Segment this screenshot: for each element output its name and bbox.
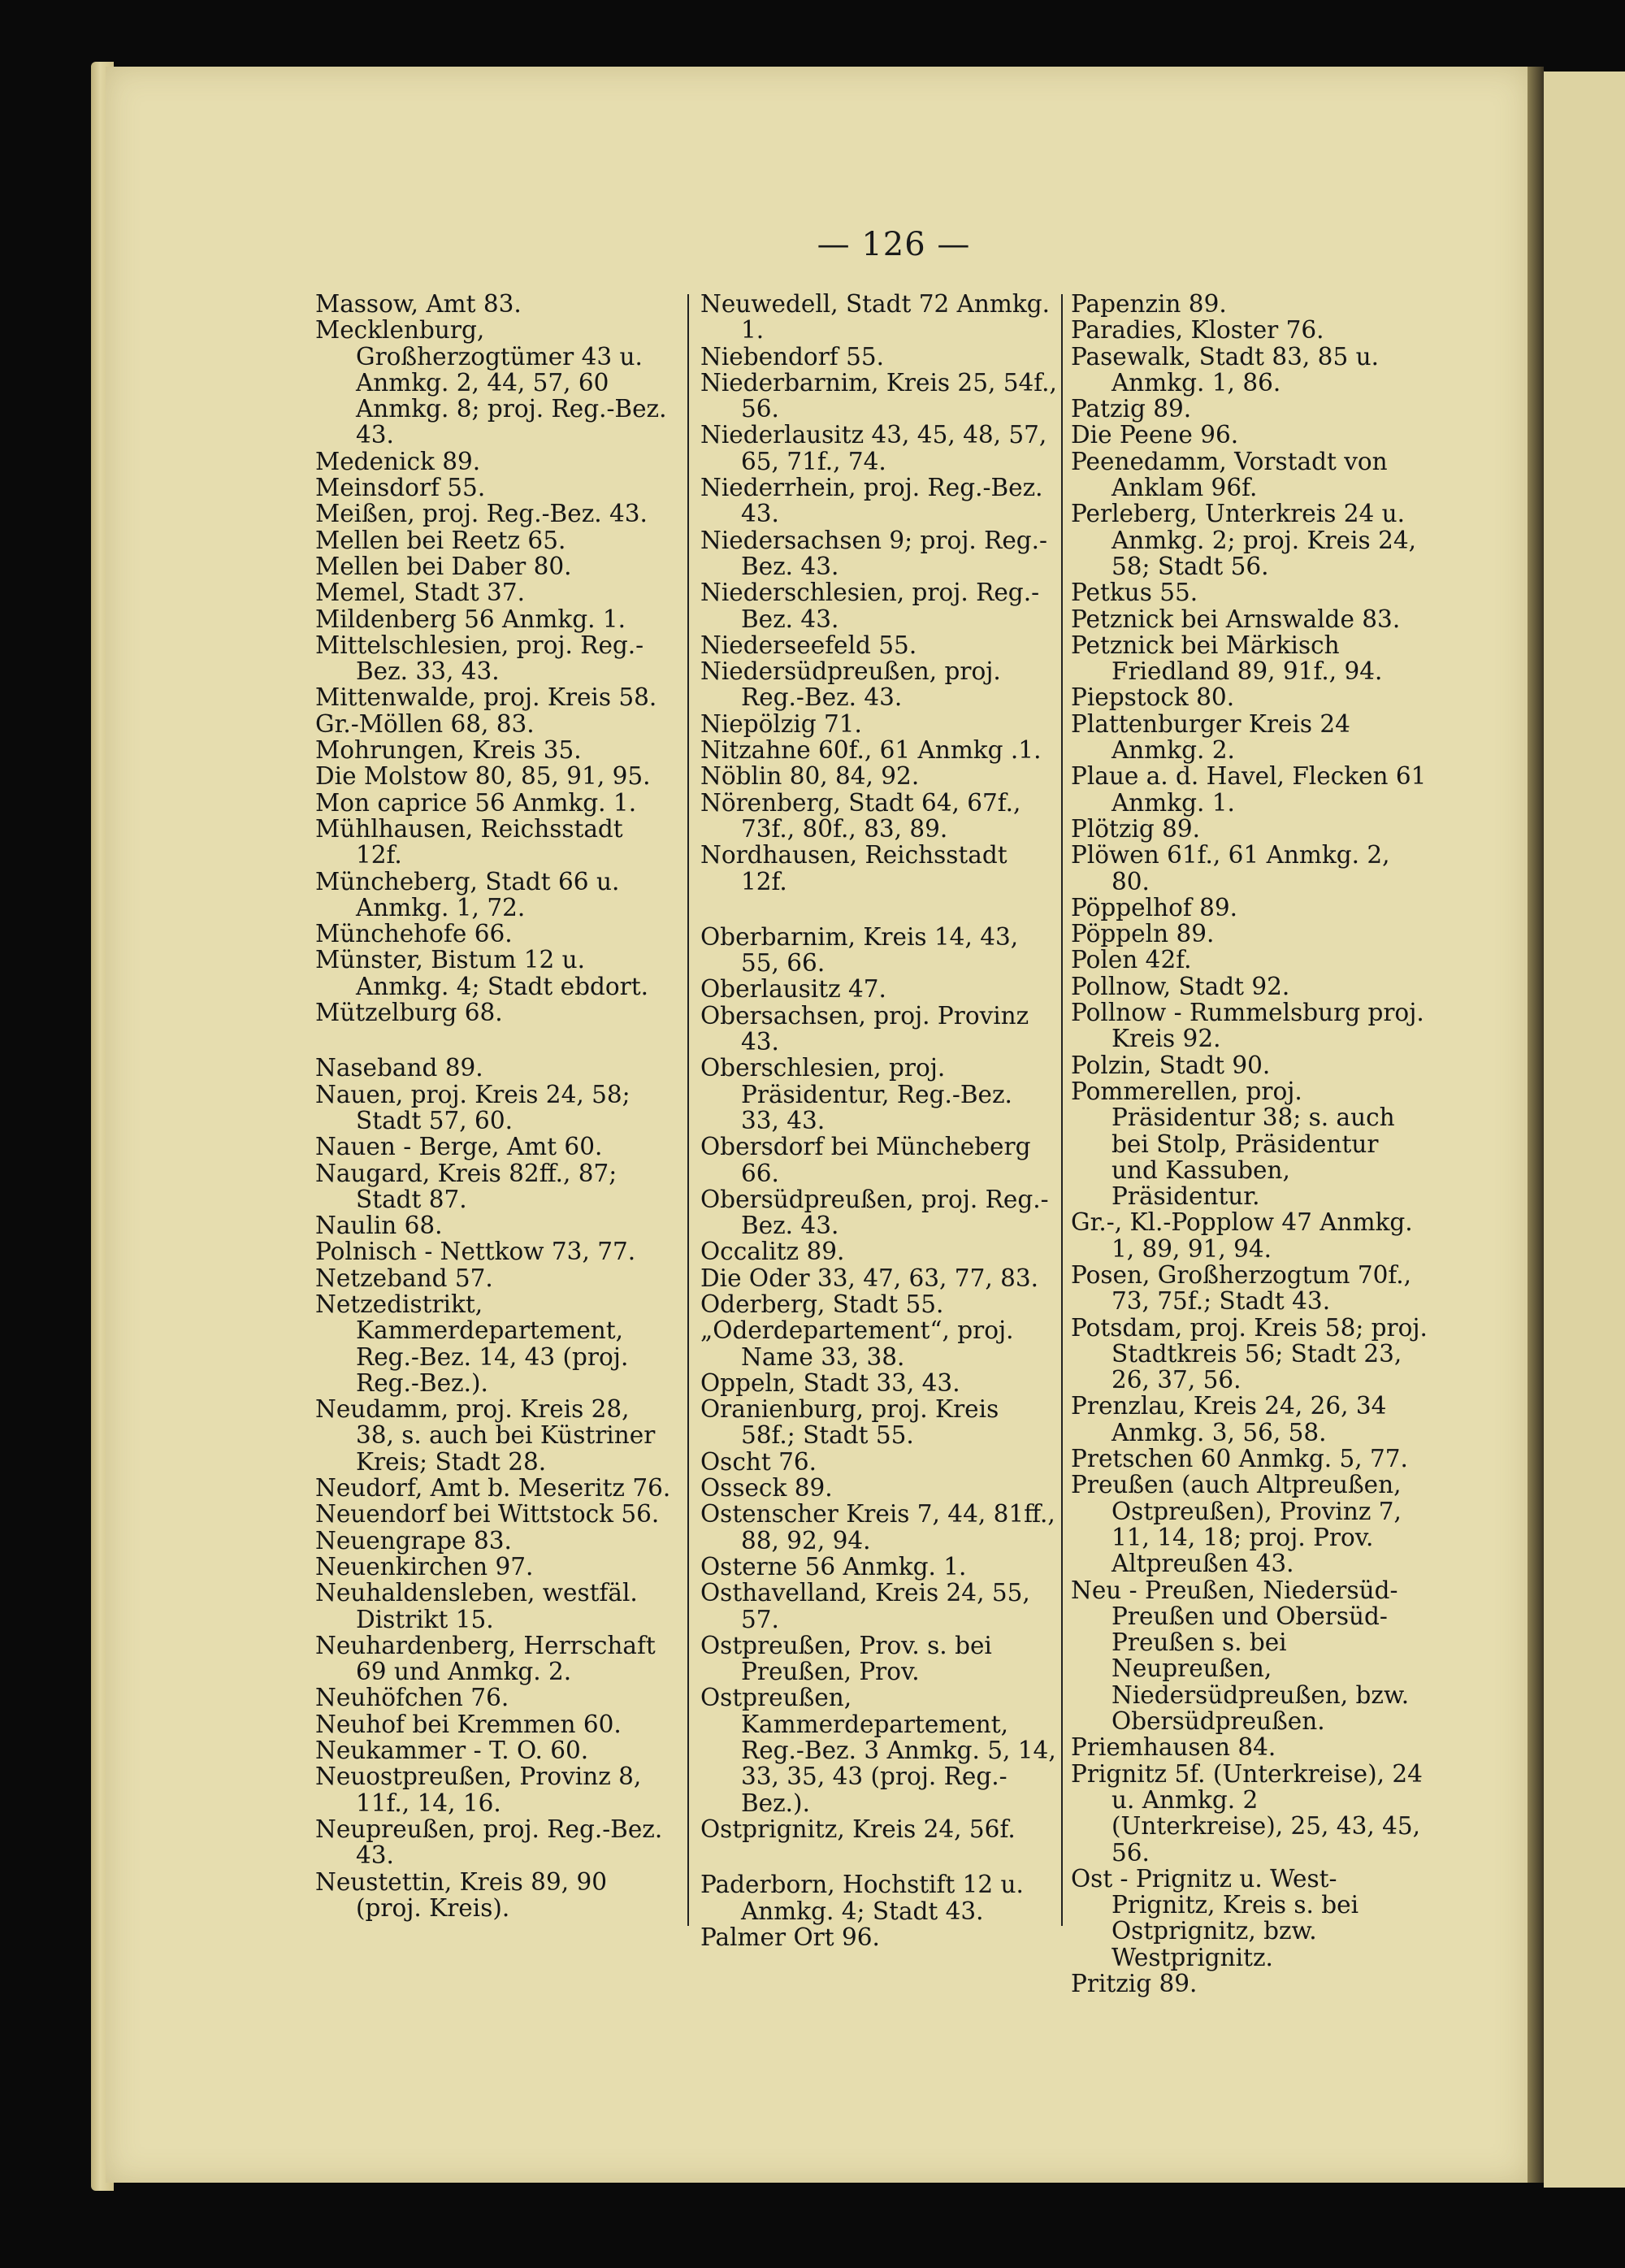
index-entry: Palmer Ort 96. <box>700 1923 880 1951</box>
index-entry: Niepölzig 71. <box>700 709 862 738</box>
index-entry: Oberlausitz 47. <box>700 975 886 1004</box>
index-entry: Naugard, Kreis 82ff., 87; Stadt 87. <box>315 1159 618 1213</box>
index-entry: Niedersüdpreußen, proj. Reg.-Bez. 43. <box>700 657 1001 712</box>
index-entry: Oranienburg, proj. Kreis 58f.; Stadt 55. <box>700 1395 999 1450</box>
index-entry: Pasewalk, Stadt 83, 85 u. Anmkg. 1, 86. <box>1071 342 1379 397</box>
index-entry: Potsdam, proj. Kreis 58; proj. Stadtkreis 56; Stadt 23, 26, 37, 56. <box>1071 1313 1428 1394</box>
index-entry: Die Oder 33, 47, 63, 77, 83. <box>700 1264 1039 1292</box>
index-entry: Priemhausen 84. <box>1071 1733 1276 1762</box>
index-entry: Obersüdpreußen, proj. Reg.-Bez. 43. <box>700 1185 1049 1240</box>
index-entry: Preußen (auch Altpreußen, Ostpreußen), Provinz 7, 11, 14, 18; proj. Prov. Altpreußen 43. <box>1071 1471 1402 1578</box>
index-entry: Gr.-, Kl.-Popplow 47 Anmkg. 1, 89, 91, 94. <box>1071 1208 1413 1263</box>
index-entry: Niederschlesien, proj. Reg.-Bez. 43. <box>700 579 1040 633</box>
index-entry: Neupreußen, proj. Reg.-Bez. 43. <box>315 1815 663 1870</box>
index-entry: Nauen, proj. Kreis 24, 58; Stadt 57, 60. <box>315 1080 630 1134</box>
index-entry: Pritzig 89. <box>1071 1970 1198 1997</box>
index-entry: Peenedamm, Vorstadt von Anklam 96f. <box>1071 447 1388 502</box>
column-divider <box>1061 294 1063 1926</box>
index-entry: Plöwen 61f., 61 Anmkg. 2, 80. <box>1071 841 1390 895</box>
index-entry: Prignitz 5f. (Unterkreise), 24 u. Anmkg. 2 (Unterkreise), 25, 43, 45, 56. <box>1071 1759 1423 1867</box>
index-entry: Meißen, proj. Reg.-Bez. 43. <box>315 500 648 528</box>
index-entry: Ostpreußen, Prov. s. bei Preußen, Prov. <box>700 1631 992 1686</box>
index-entry: „Oderdepartement“, proj. Name 33, 38. <box>700 1316 1014 1371</box>
index-column-1 <box>315 291 673 1921</box>
index-entry: Münchehofe 66. <box>315 920 513 948</box>
index-entry: Ostpreußen, Kammerdepartement, Reg.-Bez. 3 Anmkg. 5, 14, 33, 35, 43 (proj. Reg.-Bez.). <box>700 1684 1056 1817</box>
index-entry: Petznick bei Märkisch Friedland 89, 91f., 94. <box>1071 631 1383 686</box>
index-entry: Oscht 76. <box>700 1447 817 1476</box>
index-entry: Neuhaldensleben, westfäl. Distrikt 15. <box>315 1579 638 1633</box>
index-entry: Mellen bei Reetz 65. <box>315 526 566 554</box>
index-entry: Mühlhausen, Reichsstadt 12f. <box>315 814 623 869</box>
index-entry: Mohrungen, Kreis 35. <box>315 736 582 765</box>
index-entry: Oberschlesien, proj. Präsidentur, Reg.-Bez. 33, 43. <box>700 1054 1012 1134</box>
page-number: — 126 — <box>817 226 971 263</box>
facing-page-edge <box>1544 72 1625 2188</box>
index-entry: Polzin, Stadt 90. <box>1071 1051 1271 1079</box>
index-entry: Münster, Bistum 12 u. Anmkg. 4; Stadt ebdort. <box>315 946 648 1000</box>
index-entry: Nauen - Berge, Amt 60. <box>315 1133 603 1161</box>
index-entry: Die Peene 96. <box>1071 421 1239 449</box>
index-entry: Naulin 68. <box>315 1212 443 1240</box>
index-entry: Paderborn, Hochstift 12 u. Anmkg. 4; Stadt 43. <box>700 1871 1024 1925</box>
index-entry: Nöblin 80, 84, 92. <box>700 762 920 791</box>
index-entry: Niederbarnim, Kreis 25, 54f., 56. <box>700 368 1057 423</box>
index-entry: Nordhausen, Reichsstadt 12f. <box>700 841 1008 895</box>
index-entry: Neuendorf bei Wittstock 56. <box>315 1500 660 1529</box>
index-entry: Niederrhein, proj. Reg.-Bez. 43. <box>700 474 1043 528</box>
index-entry: Nitzahne 60f., 61 Anmkg .1. <box>700 736 1042 765</box>
index-entry: Massow, Amt 83. <box>315 290 522 318</box>
book-gutter <box>1528 67 1544 2183</box>
index-entry: Gr.-Möllen 68, 83. <box>315 709 535 738</box>
index-entry: Neuostpreußen, Provinz 8, 11f., 14, 16. <box>315 1763 642 1817</box>
index-entry: Neuenkirchen 97. <box>315 1552 534 1581</box>
index-entry: Mützelburg 68. <box>315 999 503 1027</box>
index-entry: Plaue a. d. Havel, Flecken 61 Anmkg. 1. <box>1071 762 1427 817</box>
index-entry: Osthavelland, Kreis 24, 55, 57. <box>700 1579 1030 1633</box>
index-entry: Oppeln, Stadt 33, 43. <box>700 1368 960 1397</box>
index-entry: Medenick 89. <box>315 447 481 475</box>
index-entry: Patzig 89. <box>1071 395 1192 423</box>
index-entry: Oberbarnim, Kreis 14, 43, 55, 66. <box>700 922 1019 978</box>
index-entry: Polen 42f. <box>1071 946 1192 974</box>
index-column-2 <box>700 291 1058 1950</box>
index-entry: Pollnow, Stadt 92. <box>1071 972 1290 1000</box>
letter-group-gap <box>700 1842 1058 1871</box>
index-entry: Meinsdorf 55. <box>315 474 486 502</box>
index-entry: Mon caprice 56 Anmkg. 1. <box>315 788 637 817</box>
index-entry: Neuhof bei Kremmen 60. <box>315 1710 622 1738</box>
index-entry: Mittelschlesien, proj. Reg.-Bez. 33, 43. <box>315 631 644 686</box>
index-entry: Oderberg, Stadt 55. <box>700 1290 944 1318</box>
index-entry: Neudorf, Amt b. Meseritz 76. <box>315 1474 671 1503</box>
index-entry: Neuhardenberg, Herrschaft 69 und Anmkg. 2. <box>315 1631 656 1686</box>
index-entry: Neudamm, proj. Kreis 28, 38, s. auch bei Küstriner Kreis; Stadt 28. <box>315 1395 656 1476</box>
index-entry: Pöppeln 89. <box>1071 920 1215 948</box>
index-entry: Perleberg, Unterkreis 24 u. Anmkg. 2; proj. Kreis 24, 58; Stadt 56. <box>1071 500 1416 580</box>
letter-group-gap <box>315 1026 673 1055</box>
index-entry: Papenzin 89. <box>1071 290 1227 318</box>
index-entry: Obersachsen, proj. Provinz 43. <box>700 1001 1029 1056</box>
index-entry: Pollnow - Rummelsburg proj. Kreis 92. <box>1071 999 1424 1053</box>
index-entry: Plattenburger Kreis 24 Anmkg. 2. <box>1071 709 1350 765</box>
index-entry: Neustettin, Kreis 89, 90 (proj. Kreis). <box>315 1867 607 1922</box>
index-entry: Die Molstow 80, 85, 91, 95. <box>315 762 651 791</box>
column-divider <box>687 294 689 1926</box>
index-entry: Müncheberg, Stadt 66 u. Anmkg. 1, 72. <box>315 867 620 922</box>
index-entry: Obersdorf bei Müncheberg 66. <box>700 1133 1031 1187</box>
index-entry: Posen, Großherzogtum 70f., 73, 75f.; Stadt 43. <box>1071 1260 1412 1316</box>
index-entry: Niedersachsen 9; proj. Reg.-Bez. 43. <box>700 526 1048 580</box>
index-entry: Occalitz 89. <box>700 1238 845 1266</box>
index-entry: Mittenwalde, proj. Kreis 58. <box>315 683 657 712</box>
index-entry: Osseck 89. <box>700 1474 833 1503</box>
index-entry: Pommerellen, proj. Präsidentur 38; s. auch bei Stolp, Präsidentur und Kassuben, Präsidentur. <box>1071 1077 1395 1211</box>
index-entry: Petkus 55. <box>1071 579 1198 607</box>
index-entry: Netzeband 57. <box>315 1264 493 1292</box>
index-entry: Neu - Preußen, Niedersüd-Preußen und Obersüd-Preußen s. bei Neupreußen, Niedersüdpreußen, bzw. Obersüdpreußen. <box>1071 1576 1410 1736</box>
index-entry: Mellen bei Daber 80. <box>315 552 572 580</box>
index-entry: Mecklenburg, Großherzogtümer 43 u. Anmkg. 2, 44, 57, 60 Anmkg. 8; proj. Reg.-Bez. 43. <box>315 316 667 449</box>
index-entry: Memel, Stadt 37. <box>315 579 525 607</box>
index-entry: Pöppelhof 89. <box>1071 893 1238 922</box>
index-entry: Paradies, Kloster 76. <box>1071 316 1324 345</box>
index-entry: Neukammer - T. O. 60. <box>315 1737 589 1765</box>
index-entry: Piepstock 80. <box>1071 683 1235 712</box>
index-entry: Neuwedell, Stadt 72 Anmkg. 1. <box>700 290 1051 345</box>
index-entry: Naseband 89. <box>315 1054 483 1082</box>
index-entry: Ostenscher Kreis 7, 44, 81ff., 88, 92, 94. <box>700 1500 1055 1555</box>
index-entry: Prenzlau, Kreis 24, 26, 34 Anmkg. 3, 56, 58. <box>1071 1392 1387 1446</box>
letter-group-gap <box>700 895 1058 924</box>
index-column-3 <box>1071 291 1428 1997</box>
index-entry: Osterne 56 Anmkg. 1. <box>700 1552 967 1581</box>
index-entry: Ost - Prignitz u. West-Prignitz, Kreis s. bei Ostprignitz, bzw. Westprignitz. <box>1071 1864 1359 1971</box>
index-entry: Polnisch - Nettkow 73, 77. <box>315 1238 636 1266</box>
index-entry: Neuhöfchen 76. <box>315 1684 509 1712</box>
index-entry: Nörenberg, Stadt 64, 67f., 73f., 80f., 83, 89. <box>700 788 1021 843</box>
index-entry: Plötzig 89. <box>1071 814 1201 843</box>
index-entry: Netzedistrikt, Kammerdepartement, Reg.-Bez. 14, 43 (proj. Reg.-Bez.). <box>315 1290 629 1397</box>
index-entry: Niederseefeld 55. <box>700 631 917 659</box>
index-entry: Mildenberg 56 Anmkg. 1. <box>315 605 626 633</box>
index-entry: Neuengrape 83. <box>315 1526 512 1555</box>
index-entry: Ostprignitz, Kreis 24, 56f. <box>700 1815 1016 1843</box>
index-entry: Petznick bei Arnswalde 83. <box>1071 605 1401 633</box>
index-entry: Niebendorf 55. <box>700 342 885 371</box>
index-entry: Pretschen 60 Anmkg. 5, 77. <box>1071 1445 1408 1473</box>
index-entry: Niederlausitz 43, 45, 48, 57, 65, 71f., 74. <box>700 421 1047 475</box>
